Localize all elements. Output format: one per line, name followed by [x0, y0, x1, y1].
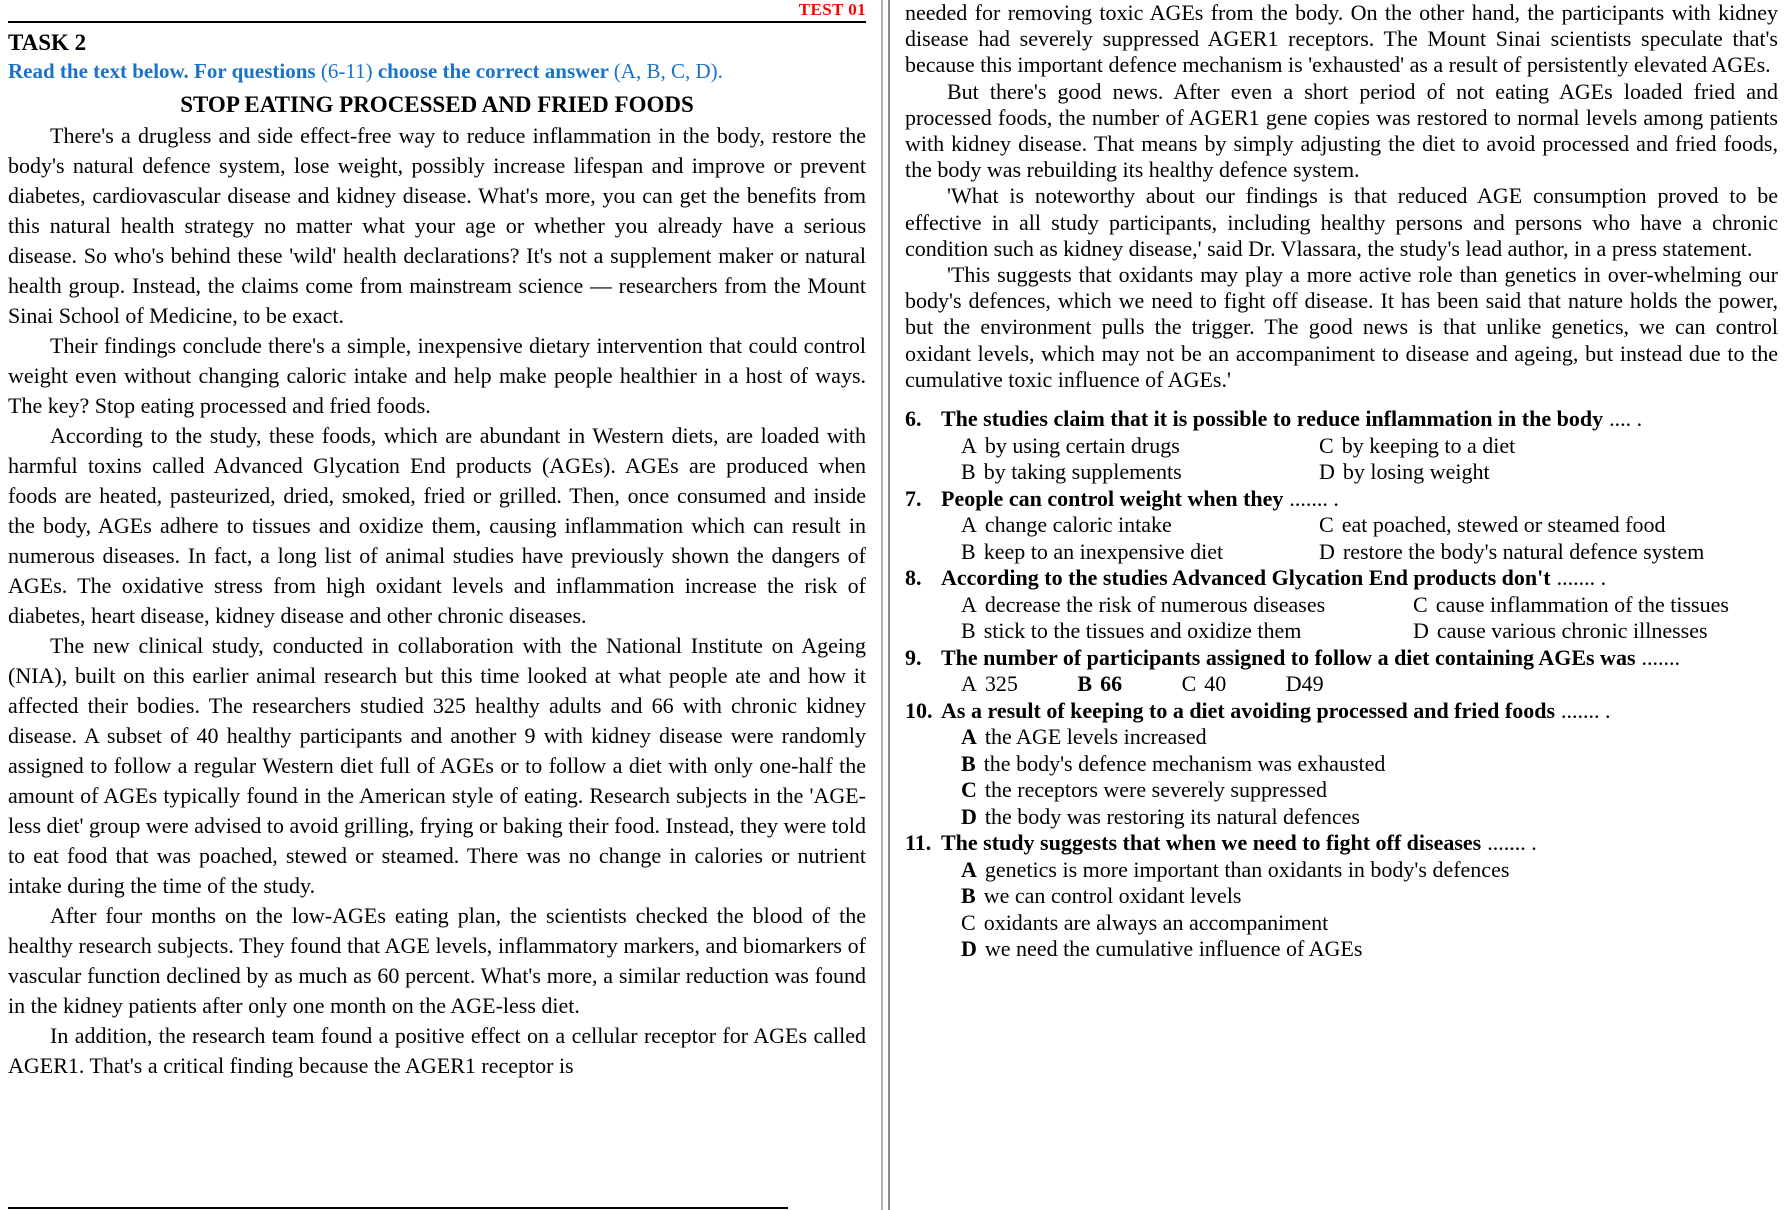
column-divider [881, 0, 890, 1210]
instruction-text: Read the text below. For questions [8, 59, 321, 83]
option-b: B 66 [1077, 671, 1123, 697]
option-b: B we can control oxidant levels [961, 883, 1242, 909]
question-8-stem [905, 565, 1778, 592]
article-paragraph: 'This suggests that oxidants may play a more active role than genetics in over-whelming our body's defences, which we need to fight off disease. It has been said that nature holds the power, but the environment pulls the trigger. The good news is that unlike genetics, we can control oxidant levels, which may not be an accompaniment to disease and ageing, but instead due to the cumulative toxic influence of AGEs.' [905, 262, 1778, 392]
option-a: A 325 [961, 671, 1018, 697]
question-9-options [961, 671, 1778, 698]
question-text: The studies claim that it is possible to reduce inflammation in the body [941, 406, 1604, 432]
question-number: 8. [905, 565, 922, 591]
question-7 [905, 486, 1778, 566]
question-text: The number of participants assigned to follow a diet containing AGEs was [941, 644, 1636, 670]
option-c: C oxidants are always an accompaniment [961, 909, 1329, 935]
option-a: A the AGE levels increased [961, 724, 1207, 750]
option-d: D by losing weight [1319, 459, 1490, 485]
question-dots: ....... [1641, 644, 1681, 670]
question-text: As a result of keeping to a diet avoiding processed and fried foods [941, 697, 1556, 723]
option-a: A decrease the risk of numerous diseases [961, 591, 1326, 617]
question-6-options [961, 433, 1778, 486]
test-label: TEST 01 [798, 0, 866, 19]
question-10-stem [905, 698, 1778, 725]
question-9-stem [905, 645, 1778, 672]
question-dots: ....... . [1556, 565, 1607, 591]
question-text: People can control weight when they [941, 485, 1284, 511]
option-a: A change caloric intake [961, 512, 1172, 538]
question-number: 10. [905, 697, 933, 723]
option-c: C cause inflammation of the tissues [1413, 591, 1729, 617]
question-6 [905, 406, 1778, 486]
question-11-options [961, 857, 1778, 963]
question-dots: ....... . [1487, 830, 1537, 856]
option-d: D we need the cumulative influence of AGEs [961, 936, 1363, 962]
option-c: C the receptors were severely suppressed [961, 777, 1327, 803]
question-number: 11. [905, 830, 932, 856]
question-range: (6-11) [320, 59, 373, 83]
option-b: B by taking supplements [961, 459, 1182, 485]
page-bottom-rule [8, 1207, 788, 1209]
article-paragraph: The new clinical study, conducted in collaboration with the National Institute on Ageing (NIA), built on this earlier animal research but this time looked at what people ate and how it affected their bodies. The researchers studied 325 healthy adults and 66 with chronic kidney disease. A subset of 40 healthy participants and another 9 with kidney disease were randomly assigned to follow a regular Western diet full of AGEs or to follow a diet with only one-half the amount of AGEs typically found in the American style of eating. Research subjects in the 'AGE-less diet' group were advised to avoid grilling, frying or baking their food. Instead, they were told to eat food that was poached, stewed or steamed. There was no change in calories or nutrient intake during the time of the study. [8, 633, 866, 898]
question-11 [905, 830, 1778, 963]
question-number: 9. [905, 644, 922, 670]
question-dots: ....... . [1561, 697, 1611, 723]
article-paragraph: There's a drugless and side effect-free way to reduce inflammation in the body, restore the body's natural defence system, lose weight, possibly increase lifespan and improve or prevent diabetes, cardiovascular disease and kidney disease. What's more, you can get the benefits from this natural health strategy no matter what your age or whether you already have a serious disease. So who's behind these 'wild' health declarations? It's not a supplement maker or natural health group. Instead, the claims come from mainstream science — researchers from the Mount Sinai School of Medicine, to be exact. [8, 123, 866, 328]
option-b: B the body's defence mechanism was exhausted [961, 750, 1386, 776]
question-6-stem [905, 406, 1778, 433]
questions-section [905, 406, 1778, 963]
option-d: D49 [1285, 671, 1324, 697]
question-text: The study suggests that when we need to fight off diseases [941, 830, 1482, 856]
question-7-stem [905, 486, 1778, 513]
question-9 [905, 645, 1778, 698]
page-header-rule [8, 0, 866, 23]
task-title: TASK 2 [8, 30, 87, 55]
question-number: 6. [905, 406, 922, 432]
question-7-options [961, 512, 1778, 565]
task-instruction [8, 59, 866, 84]
article-paragraph: 'What is noteworthy about our findings is that reduced AGE consumption proved to be effective in all study participants, including healthy persons and persons who have a chronic condition such as kidney disease,' said Dr. Vlassara, the study's lead author, in a press statement. [905, 183, 1778, 261]
option-d: D the body was restoring its natural defences [961, 803, 1360, 829]
question-8 [905, 565, 1778, 645]
question-text: According to the studies Advanced Glycation End products don't [941, 565, 1551, 591]
question-dots: .... . [1609, 406, 1643, 432]
instruction-text: choose the correct answer [372, 59, 614, 83]
question-10 [905, 698, 1778, 831]
article-paragraph: needed for removing toxic AGEs from the body. On the other hand, the participants with kidney disease had severely suppressed AGER1 receptors. The Mount Sinai scientists speculate that's because this important defence mechanism is 'exhausted' as a result of persistently elevated AGEs. [905, 0, 1778, 78]
question-11-stem [905, 830, 1778, 857]
option-a: A by using certain drugs [961, 432, 1180, 458]
option-b: B stick to the tissues and oxidize them [961, 618, 1302, 644]
left-column [8, 0, 866, 1081]
article-paragraph: Their findings conclude there's a simple, inexpensive dietary intervention that could control weight even without changing caloric intake and help make people healthier in a host of ways. The key? Stop eating processed and fried foods. [8, 333, 866, 418]
question-8-options [961, 592, 1778, 645]
option-c: C by keeping to a diet [1319, 432, 1516, 458]
option-c: C eat poached, stewed or steamed food [1319, 512, 1666, 538]
article-paragraph: After four months on the low-AGEs eating plan, the scientists checked the blood of the healthy research subjects. They found that AGE levels, inflammatory markers, and biomarkers of vascular function declined by as much as 60 percent. What's more, a similar reduction was found in the kidney patients after only one month on the AGE-less diet. [8, 903, 866, 1018]
option-a: A genetics is more important than oxidants in body's defences [961, 856, 1510, 882]
article-title: STOP EATING PROCESSED AND FRIED FOODS [180, 92, 694, 117]
question-number: 7. [905, 485, 922, 511]
option-b: B keep to an inexpensive diet [961, 538, 1224, 564]
option-d: D cause various chronic illnesses [1413, 618, 1708, 644]
answer-letters: (A, B, C, D). [613, 59, 723, 83]
question-10-options [961, 724, 1778, 830]
option-c: C 40 [1181, 671, 1227, 697]
right-column [905, 0, 1778, 963]
option-d: D restore the body's natural defence system [1319, 538, 1705, 564]
article-paragraph: According to the study, these foods, which are abundant in Western diets, are loaded with harmful toxins called Advanced Glycation End products (AGEs). AGEs are produced when foods are heated, pasteurized, dried, smoked, fried or grilled. Then, once consumed and inside the body, AGEs adhere to tissues and oxidize them, causing inflammation which can result in numerous diseases. In fact, a long list of animal studies have previously shown the dangers of AGEs. The oxidative stress from high oxidant levels and inflammation increase the risk of diabetes, heart disease, kidney disease and other chronic diseases. [8, 423, 866, 628]
question-dots: ....... . [1289, 485, 1339, 511]
article-paragraph: In addition, the research team found a positive effect on a cellular receptor for AGEs called AGER1. That's a critical finding because the AGER1 receptor is [8, 1023, 866, 1078]
article-paragraph: But there's good news. After even a short period of not eating AGEs loaded fried and processed foods, the number of AGER1 gene copies was restored to normal levels among patients with kidney disease. That means by simply adjusting the diet to avoid processed and fried foods, the body was rebuilding its healthy defence system. [905, 78, 1778, 183]
